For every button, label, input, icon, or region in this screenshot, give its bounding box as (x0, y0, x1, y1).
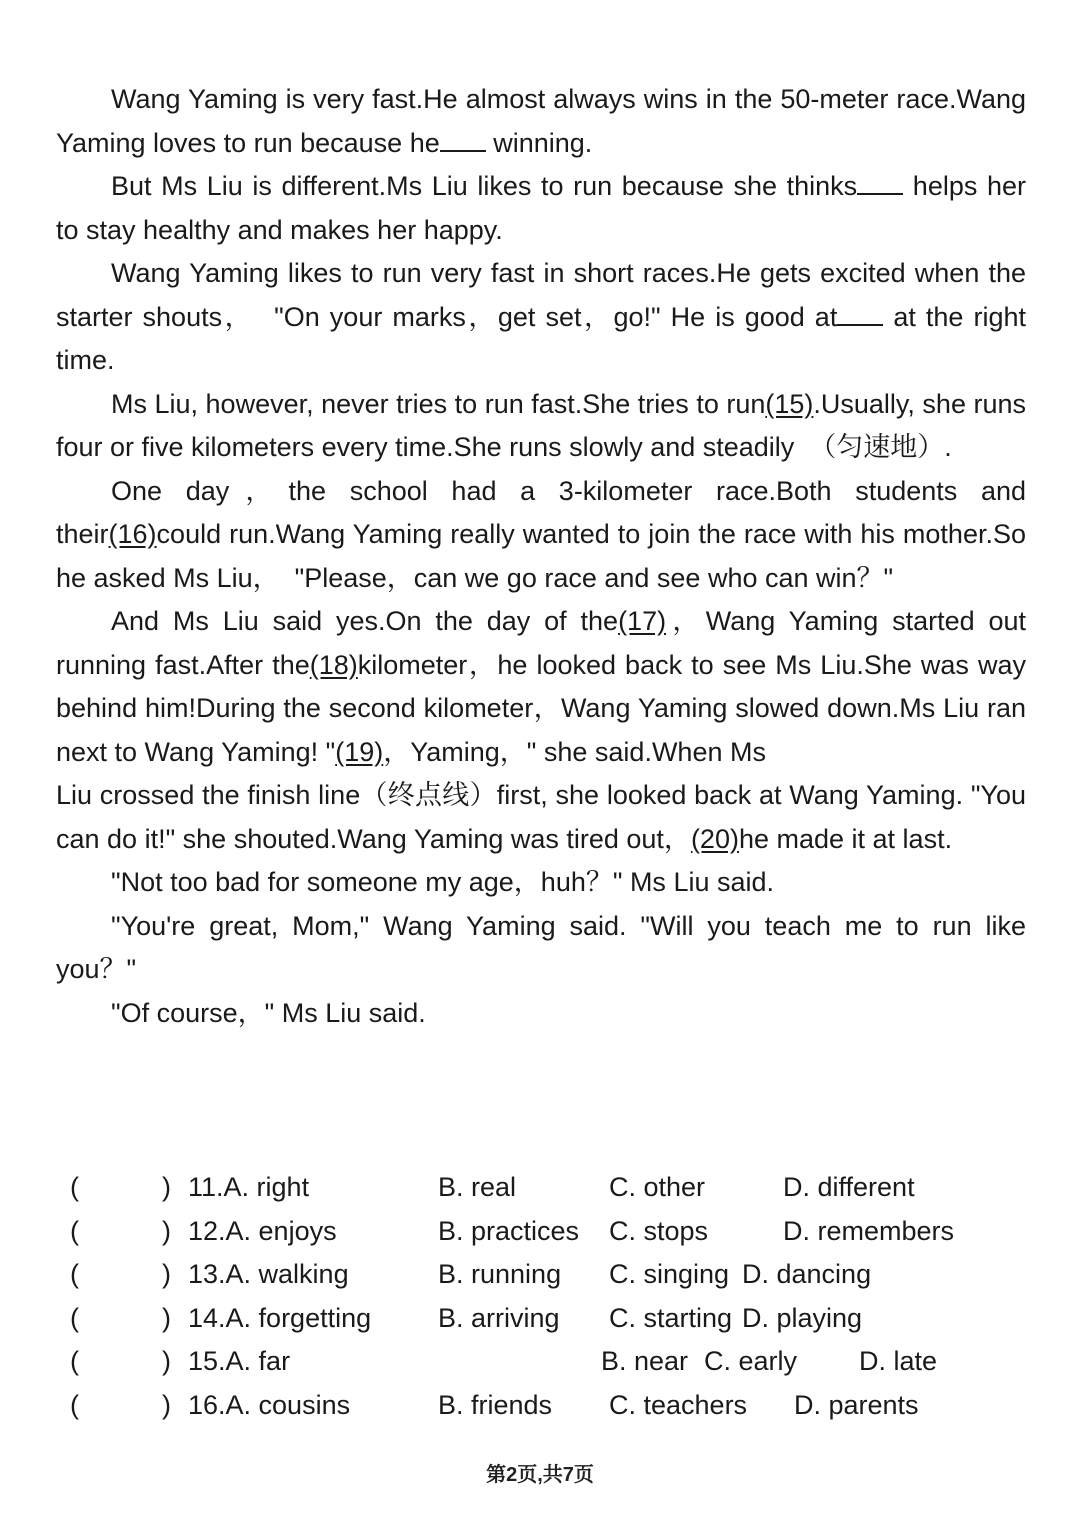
question-row-14 (56, 1297, 1026, 1341)
option-b: B. practices (438, 1215, 580, 1246)
multiple-choice-list (56, 1166, 1026, 1427)
paragraph-text: But Ms Liu is different.Ms Liu likes to run because she thinks (111, 171, 858, 201)
answer-bracket-close: ) (162, 1259, 171, 1289)
answer-blank (837, 300, 883, 326)
paragraph-text: kilometer，he looked back to see Ms Liu.She was way behind him!During the second kilometer，Wang Yaming slowed down.Ms Liu ran next to Wang Yaming! " (56, 649, 1026, 767)
paragraph-text: One day，the school had a 3-kilometer race.Both students and their (56, 475, 1026, 549)
option-c: C. teachers (609, 1389, 748, 1420)
question-row-11 (56, 1166, 1026, 1210)
option-d: D. playing (742, 1302, 863, 1333)
option-a: 11.A. right (188, 1172, 310, 1202)
blank-number-19: (19) (335, 736, 384, 767)
paragraph-text: .Usually, she runs four or five kilometers every time.She runs slowly and steadily （匀速地）. (56, 388, 1026, 462)
option-c: C. other (609, 1172, 706, 1202)
question-row-13 (56, 1253, 1026, 1297)
paragraph-text: And Ms Liu said yes.On the day of the (111, 606, 619, 636)
option-b: B. near (601, 1346, 689, 1376)
option-a: 16.A. cousins (188, 1389, 351, 1420)
blank-number-15: (15) (765, 388, 814, 419)
passage-paragraph (56, 383, 1026, 470)
paragraph-text: ，Yaming，" she said.When Ms (383, 736, 766, 767)
question-row-15 (56, 1340, 1026, 1384)
option-a: 14.A. forgetting (188, 1302, 372, 1333)
option-b: B. real (438, 1172, 517, 1202)
paragraph-text: Wang Yaming is very fast.He almost always wins in the 50-meter race.Wang Yaming loves to run because he (56, 84, 1026, 158)
option-d: D. parents (794, 1389, 919, 1420)
option-c: C. singing (609, 1259, 730, 1289)
option-b: B. running (438, 1259, 562, 1289)
answer-bracket-open[interactable]: ( (70, 1302, 79, 1333)
paragraph-text: "Not too bad for someone my age，huh？" Ms Liu said. (111, 867, 775, 897)
option-a: 13.A. walking (188, 1259, 349, 1289)
answer-blank (857, 169, 903, 195)
answer-bracket-open[interactable]: ( (70, 1389, 79, 1420)
option-b: B. arriving (438, 1302, 560, 1333)
option-d: D. dancing (742, 1259, 872, 1289)
blank-number-16: (16) (108, 519, 157, 549)
answer-bracket-close: ) (162, 1346, 171, 1376)
cloze-passage (56, 78, 1026, 1035)
option-a: 15.A. far (188, 1346, 291, 1376)
passage-paragraph (56, 861, 1026, 905)
option-d: D. remembers (783, 1215, 955, 1246)
paragraph-text: Ms Liu, however, never tries to run fast.She tries to run (111, 388, 766, 419)
answer-bracket-close: ) (162, 1172, 171, 1202)
paragraph-text: helps her to stay healthy and makes her happy. (56, 171, 1027, 245)
passage-paragraph (56, 165, 1026, 252)
passage-paragraph (56, 78, 1026, 165)
paragraph-text: ，Wang Yaming started out running fast.After the (56, 606, 1026, 680)
answer-bracket-open[interactable]: ( (70, 1259, 79, 1289)
option-c: C. starting (609, 1302, 733, 1333)
answer-bracket-close: ) (162, 1215, 171, 1246)
answer-blank (440, 126, 486, 152)
paragraph-text: at the right time. (56, 301, 1026, 375)
paragraph-text: "Of course，" Ms Liu said. (111, 997, 426, 1028)
option-b: B. friends (438, 1389, 553, 1420)
paragraph-text: Liu crossed the finish line（终点线）first, she looked back at Wang Yaming. "You can do it!" she shouted.Wang Yaming was tired out， (56, 780, 1026, 854)
option-c: C. stops (609, 1215, 709, 1246)
answer-bracket-close: ) (162, 1302, 171, 1333)
passage-paragraph (56, 470, 1026, 601)
option-a: 12.A. enjoys (188, 1215, 337, 1246)
answer-bracket-open[interactable]: ( (70, 1346, 79, 1376)
answer-bracket-open[interactable]: ( (70, 1172, 79, 1202)
page-number-footer: 第2页,共7页 (486, 1464, 594, 1486)
option-d: D. different (783, 1172, 915, 1202)
passage-paragraph (56, 905, 1026, 992)
passage-paragraph (56, 992, 1026, 1036)
option-d: D. late (859, 1346, 938, 1376)
option-c: C. early (704, 1346, 798, 1376)
paragraph-continuation (56, 774, 1026, 861)
paragraph-text: "You're great, Mom," Wang Yaming said. "Will you teach me to run like you？" (56, 910, 1026, 984)
passage-paragraph (56, 600, 1026, 861)
answer-bracket-close: ) (162, 1389, 171, 1420)
paragraph-text: could run.Wang Yaming really wanted to join the race with his mother.So he asked Ms Liu， "Please，can we go race and see who can win？" (56, 519, 1026, 593)
answer-bracket-open[interactable]: ( (70, 1215, 79, 1246)
blank-number-18: (18) (309, 649, 358, 680)
blank-number-20: (20) (690, 823, 739, 854)
blank-number-17: (17) (618, 606, 667, 636)
question-row-12 (56, 1210, 1026, 1254)
paragraph-text: he made it at last. (738, 823, 953, 854)
passage-paragraph (56, 252, 1026, 383)
paragraph-text: Wang Yaming likes to run very fast in short races.He gets excited when the starter shouts， "On your marks，get set，go!" He is good at (56, 258, 1026, 332)
paragraph-text: winning. (485, 127, 593, 158)
question-row-16 (56, 1384, 1026, 1428)
